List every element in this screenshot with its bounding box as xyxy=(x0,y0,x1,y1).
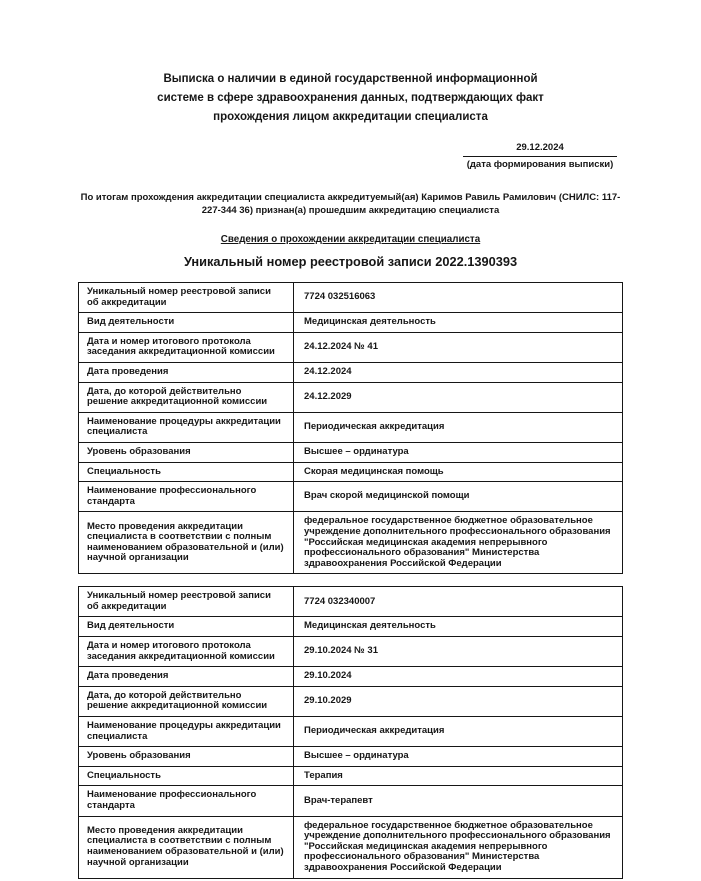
row-label: Специальность xyxy=(79,462,294,482)
row-label: Дата проведения xyxy=(79,667,294,687)
row-label: Специальность xyxy=(79,766,294,786)
table-row xyxy=(79,667,623,687)
extract-date-value: 29.12.2024 xyxy=(463,142,617,157)
row-label: Место проведения аккредитации специалиста в соответствии с полным наименованием образовательной и (или) научной организации xyxy=(79,512,294,574)
row-label: Наименование процедуры аккредитации специалиста xyxy=(79,412,294,442)
table-row xyxy=(79,786,623,816)
table-row xyxy=(79,686,623,716)
registry-number-heading: Уникальный номер реестровой записи 2022.1390393 xyxy=(183,254,518,269)
row-value: Врач-терапевт xyxy=(294,786,623,816)
row-value: Периодическая аккредитация xyxy=(294,717,623,747)
row-label: Уровень образования xyxy=(79,747,294,767)
table-row xyxy=(79,482,623,512)
row-label: Дата и номер итогового протокола заседания аккредитационной комиссии xyxy=(79,332,294,362)
row-value: Врач скорой медицинской помощи xyxy=(294,482,623,512)
row-label: Уникальный номер реестровой записи об аккредитации xyxy=(79,587,294,617)
row-value: 29.10.2024 № 31 xyxy=(294,637,623,667)
row-value: федеральное государственное бюджетное образовательное учреждение дополнительного профессионального образования "Российская медицинская академия непрерывного профессионального образования" Министерства здравоохранения Российской Федерации xyxy=(294,816,623,878)
row-value: 29.10.2029 xyxy=(294,686,623,716)
extract-date-caption: (дата формирования выписки) xyxy=(466,159,614,170)
table-row xyxy=(79,362,623,382)
row-label: Место проведения аккредитации специалиста в соответствии с полным наименованием образовательной и (или) научной организации xyxy=(79,816,294,878)
row-value: 7724 032516063 xyxy=(294,283,623,313)
table-row xyxy=(79,766,623,786)
row-label: Дата, до которой действительно решение аккредитационной комиссии xyxy=(79,686,294,716)
table-row xyxy=(79,442,623,462)
table-row xyxy=(79,747,623,767)
table-row xyxy=(79,332,623,362)
table-row xyxy=(79,412,623,442)
row-value: Медицинская деятельность xyxy=(294,617,623,637)
row-label: Наименование профессионального стандарта xyxy=(79,482,294,512)
row-label: Дата проведения xyxy=(79,362,294,382)
row-value: 24.12.2024 xyxy=(294,362,623,382)
extract-date-block xyxy=(459,142,621,171)
table-row xyxy=(79,717,623,747)
table-row xyxy=(79,512,623,574)
row-label: Дата и номер итогового протокола заседания аккредитационной комиссии xyxy=(79,637,294,667)
row-label: Наименование профессионального стандарта xyxy=(79,786,294,816)
accreditation-record-table-2 xyxy=(78,586,623,878)
row-value: федеральное государственное бюджетное образовательное учреждение дополнительного профессионального образования "Российская медицинская академия непрерывного профессионального образования" Министерства здравоохранения Российской Федерации xyxy=(294,512,623,574)
row-label: Вид деятельности xyxy=(79,313,294,333)
intro-paragraph: По итогам прохождения аккредитации специалиста аккредитуемый(ая) Каримов Равиль Рамилович (СНИЛС: 117-227-344 36) признан(а) прошедшим аккредитацию специалиста xyxy=(80,192,621,216)
table-row xyxy=(79,637,623,667)
table-row xyxy=(79,283,623,313)
row-value: Медицинская деятельность xyxy=(294,313,623,333)
table-row xyxy=(79,816,623,878)
table-row xyxy=(79,382,623,412)
row-value: Скорая медицинская помощь xyxy=(294,462,623,482)
row-value: Высшее – ординатура xyxy=(294,442,623,462)
row-label: Уровень образования xyxy=(79,442,294,462)
row-value: 7724 032340007 xyxy=(294,587,623,617)
document-title: Выписка о наличии в единой государственной информационной системе в сфере здравоохранения данных, подтверждающих факт прохождения лицом аккредитации специалиста xyxy=(157,73,544,123)
section-heading: Сведения о прохождении аккредитации специалиста xyxy=(220,234,481,245)
accreditation-record-table-1 xyxy=(78,282,623,574)
table-row xyxy=(79,313,623,333)
table-row xyxy=(79,617,623,637)
row-value: 24.12.2024 № 41 xyxy=(294,332,623,362)
row-label: Уникальный номер реестровой записи об аккредитации xyxy=(79,283,294,313)
row-value: Периодическая аккредитация xyxy=(294,412,623,442)
row-label: Вид деятельности xyxy=(79,617,294,637)
row-value: 29.10.2024 xyxy=(294,667,623,687)
table-row xyxy=(79,587,623,617)
row-value: Высшее – ординатура xyxy=(294,747,623,767)
row-label: Дата, до которой действительно решение аккредитационной комиссии xyxy=(79,382,294,412)
table-row xyxy=(79,462,623,482)
row-label: Наименование процедуры аккредитации специалиста xyxy=(79,717,294,747)
row-value: Терапия xyxy=(294,766,623,786)
row-value: 24.12.2029 xyxy=(294,382,623,412)
